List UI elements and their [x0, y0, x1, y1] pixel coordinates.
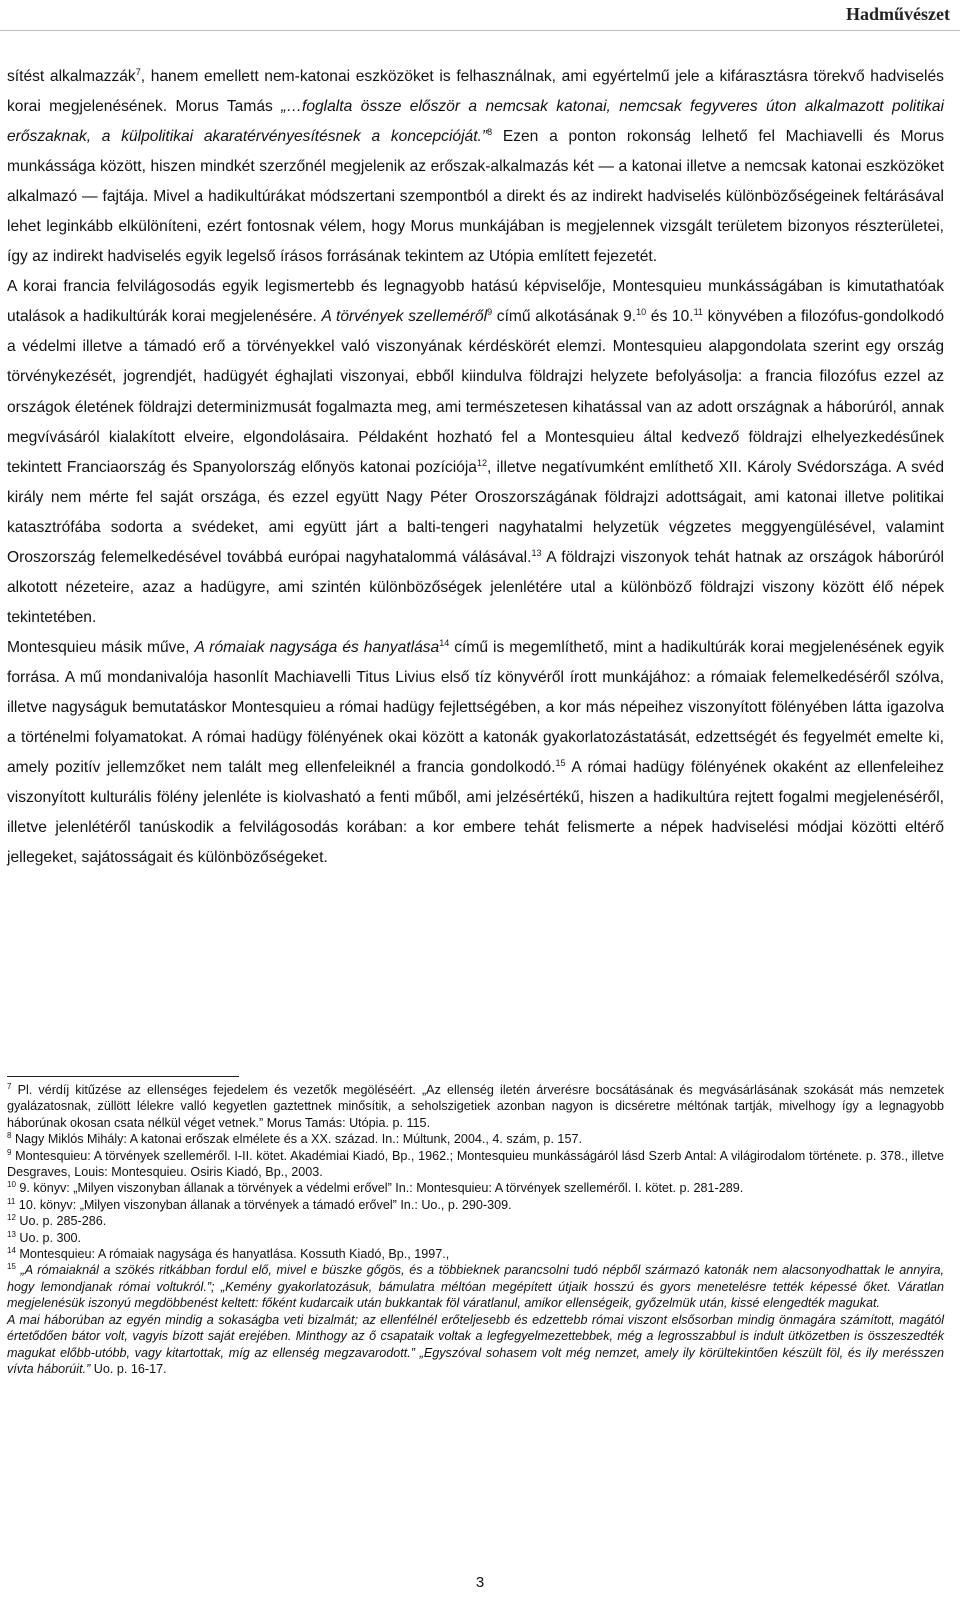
footnote-12: $^{12}$ Uo. p. 285-286. [7, 1213, 107, 1229]
footnote-10: $^{10}$ 9. könyv: „Milyen viszonyban állanak a törvények a védelmi erővel” In.: Montesquieu: A törvények szelleméről. I. kötet. p. 281-289. [7, 1180, 744, 1196]
paragraph-2: A korai francia felvilágosodás egyik legismertebb és legnagyobb hatású képviselője, Montesquieu munkásságában is kimutathatóak utalások a hadikultúrák korai megjelenésére. A törvények szelleméről$^9$ című alkotásának 9.10 és 10.11 könyvében a filozófus-gondolkodó a védelmi illetve a támadó erő a törvényekkel való viszonyának kérdéskörét elemzi. Montesquieu alapgondolata szerint egy ország törvénykezését, jogrendjét, hadügyét éghajlati viszonyai, ebből kiindulva földrajzi helyzete befolyásolja: a francia filozófus ezzel az országok életének földrajzi determinizmusát fogalmazta meg, ami természetesen kihatással van az adott országnak a háborúról, annak megvívásáról kialakított elveire, elgondolásaira. Példaként hozható fel a Montesquieu által kedvező földrajzi elhelyezkedésűnek tekintett Franciaország és Spanyolország előnyös katonai pozíciója$^{12}$, illetve negatívumként említhető XII. Károly Svédországa. A svéd király nem mérte fel saját országa, és ezzel együtt Nagy Péter Oroszországának földrajzi adottságait, ami katonai illetve politikai katasztrófába sodorta a svédeket, ami együtt járt a balti-tengeri nagyhatalmi helyzetük végzetes meggyengülésével, valamint Oroszország felemelkedésével továbbá európai nagyhatalommá válásával.$^{13}$ A földrajzi viszonyok tehát hatnak az országok háborúról alkotott nézeteire, azaz a hadügyre, ami szintén különbözőségek jelenlétére utal a különböző földrajzi viszony között élő népek tekintetében. [7, 278, 945, 626]
page-number: 3 [475, 1574, 485, 1591]
main-text [7, 62, 944, 873]
footnote-ref-14[interactable]: 14 [439, 637, 450, 648]
footnote-7: $^7$ Pl. vérdíj kitűzése az ellenséges fejedelem és vezetők megöléséért. „Az ellenség iletén árverésre bocsátásának és megvásárlásának szokását más nemzetek gyalázatosnak, züllött lélekre valló kegyetlen gaztettnek minősítik, a seholszigetiek azonban nagyon is dicséretre méltónak tartják, mivelhogy így a legnagyobb háborúnak okosan csata nélkül véget vetnek.” Morus Tamás: Utópia. p. 115. [7, 1081, 944, 1130]
footnote-13: $^{13}$ Uo. p. 300. [7, 1229, 82, 1245]
paragraph-3: Montesquieu másik műve, A rómaiak nagysága és hanyatlása$^{14}$ című is megemlíthető, mint a hadikultúrák korai megjelenésének egyik forrása. A mű mondanivalója hasonlít Machiavelli Titus Livius első tíz könyvéről írott munkájához: a rómaiak felemelkedéséről szólva, illetve nagyságuk bemutatáskor Montesquieu a római hadügy fejlettségében, a kor más népeihez viszonyított fölényében látta igazolva a történelmi folyamatokat. A római hadügy fölényének okai között a katonák gyakorlatozástatását, edzettségét és fegyelmét emelte ki, amely pozitív jellemzőket nem talált meg ellenfeleiknél a francia gondolkodó.$^{15}$ A római hadügy fölényének okaként az ellenfeleihez viszonyított kulturális fölény jelenléte is kiolvasható a fenti műből, ami jelzésértékű, hiszen a hadikultúra rejtett fogalmi megjelenéséről, illetve jelenlétéről tanúskodik a felvilágosodás korában: a kor embere tehát felismerte a népek hadviselési módjai közötti eltérő jellegeket, sajátosságait és különbözőségeket. [7, 637, 945, 867]
journal-title: Hadművészet [846, 4, 950, 24]
footnote-ref-7[interactable]: 7 [135, 66, 141, 77]
header-rule [0, 30, 960, 31]
footnote-15: $^{15}$ „A rómaiaknál a szökés ritkábban fordul elő, mivel e büszke gőgös, és a többieknek parancsolni tudó népből származó katonák nem alacsonyodhattak le annyira, hogy lemondjanak római voltukról.”; „Kemény gyakorlatozásuk, bámulatra méltóan megépített útjaik hosszú és gyors menetelésre tették képessé őket. Váratlan megjelenésük iszonyú megdöbbenést keltett: főként kudarcaik után bukkantak föl váratlanul, amikor ellenségeik, győzelmük után, kissé elengedték magukat. [7, 1262, 944, 1311]
footnote-ref-10[interactable]: 10 [636, 307, 647, 318]
footnote-15-continued: A mai háborúban az egyén mindig a sokaságba veti bizalmát; az ellenfélnél erőteljesebb és edzettebb római viszont elsősorban mindig önmagára számított, magától értetődően bátor volt, vagyis bízott saját erejében. Minthogy az ő csapataik voltak a legfegyelmezettebbek, még a legrosszabbul is indult ütközetben is összeszedték magukat előbb-utóbb, vagy kitartottak, míg az ellenség megzavarodott.” „Egyszóval sohasem volt még nemzet, amely ily körültekintően készült föl, és ily merésszen vívta háborúit.” Uo. p. 16-17. [7, 1312, 944, 1376]
footnote-ref-8[interactable]: 8 [487, 126, 493, 137]
footnote-14: $^{14}$ Montesquieu: A rómaiak nagysága és hanyatlása. Kossuth Kiadó, Bp., 1997., [7, 1245, 450, 1262]
footnote-11: $^{11}$ 10. könyv: „Milyen viszonyban állanak a törvények a támadó erővel” In.: Uo., p. 290-309. [7, 1196, 512, 1212]
footnote-ref-15[interactable]: 15 [555, 757, 566, 768]
footnote-8: $^8$ Nagy Miklós Mihály: A katonai erőszak elmélete és a XX. század. In.: Múltunk, 2004., 4. szám, p. 157. [7, 1131, 582, 1147]
running-header [0, 0, 960, 32]
footnotes [7, 1082, 944, 1377]
footnote-separator [7, 1076, 239, 1077]
footnote-9: $^9$ Montesquieu: A törvények szelleméről. I-II. kötet. Akadémiai Kiadó, Bp., 1962.; Montesquieu munkásságáról lásd Szerb Antal: A világirodalom története. p. 378., illetve Desgraves, Louis: Montesquieu. Osiris Kiadó, Bp., 2003. [7, 1147, 944, 1180]
footnote-ref-9[interactable]: 9 [487, 307, 493, 318]
footnote-ref-11[interactable]: 11 [693, 307, 703, 318]
footnote-ref-12[interactable]: 12 [476, 457, 487, 468]
footnote-ref-13[interactable]: 13 [531, 547, 542, 558]
paragraph-1: sítést alkalmazzák$^7$, hanem emellett nem-katonai eszközöket is felhasználnak, ami egyértelmű jele a kifárasztásra törekvő hadviselés korai megjelenésének. Morus Tamás „…foglalta össze először a nemcsak katonai, nemcsak fegyveres úton alkalmazott politikai erőszaknak, a külpolitikai akaratérvényesítésnek a koncepcióját.”$^8$ Ezen a ponton rokonság lelhető fel Machiavelli és Morus munkássága között, hiszen mindkét szerzőnél megjelenik az erőszak-alkalmazás két — a katonai illetve a nemcsak katonai eszközöket alkalmazó — fajtája. Mivel a hadikultúrákat módszertani szempontból a direkt és az indirekt hadviselés különbözőségeinek feltárásával lehet leginkább elkülöníteni, ezért fontosnak vélem, hogy Morus munkájában is megjelennek vizsgált területem bizonyos részterületei, így az indirekt hadviselés egyik legelső írásos forrásának tekintem az Utópia említett fejezetét. [7, 66, 945, 266]
